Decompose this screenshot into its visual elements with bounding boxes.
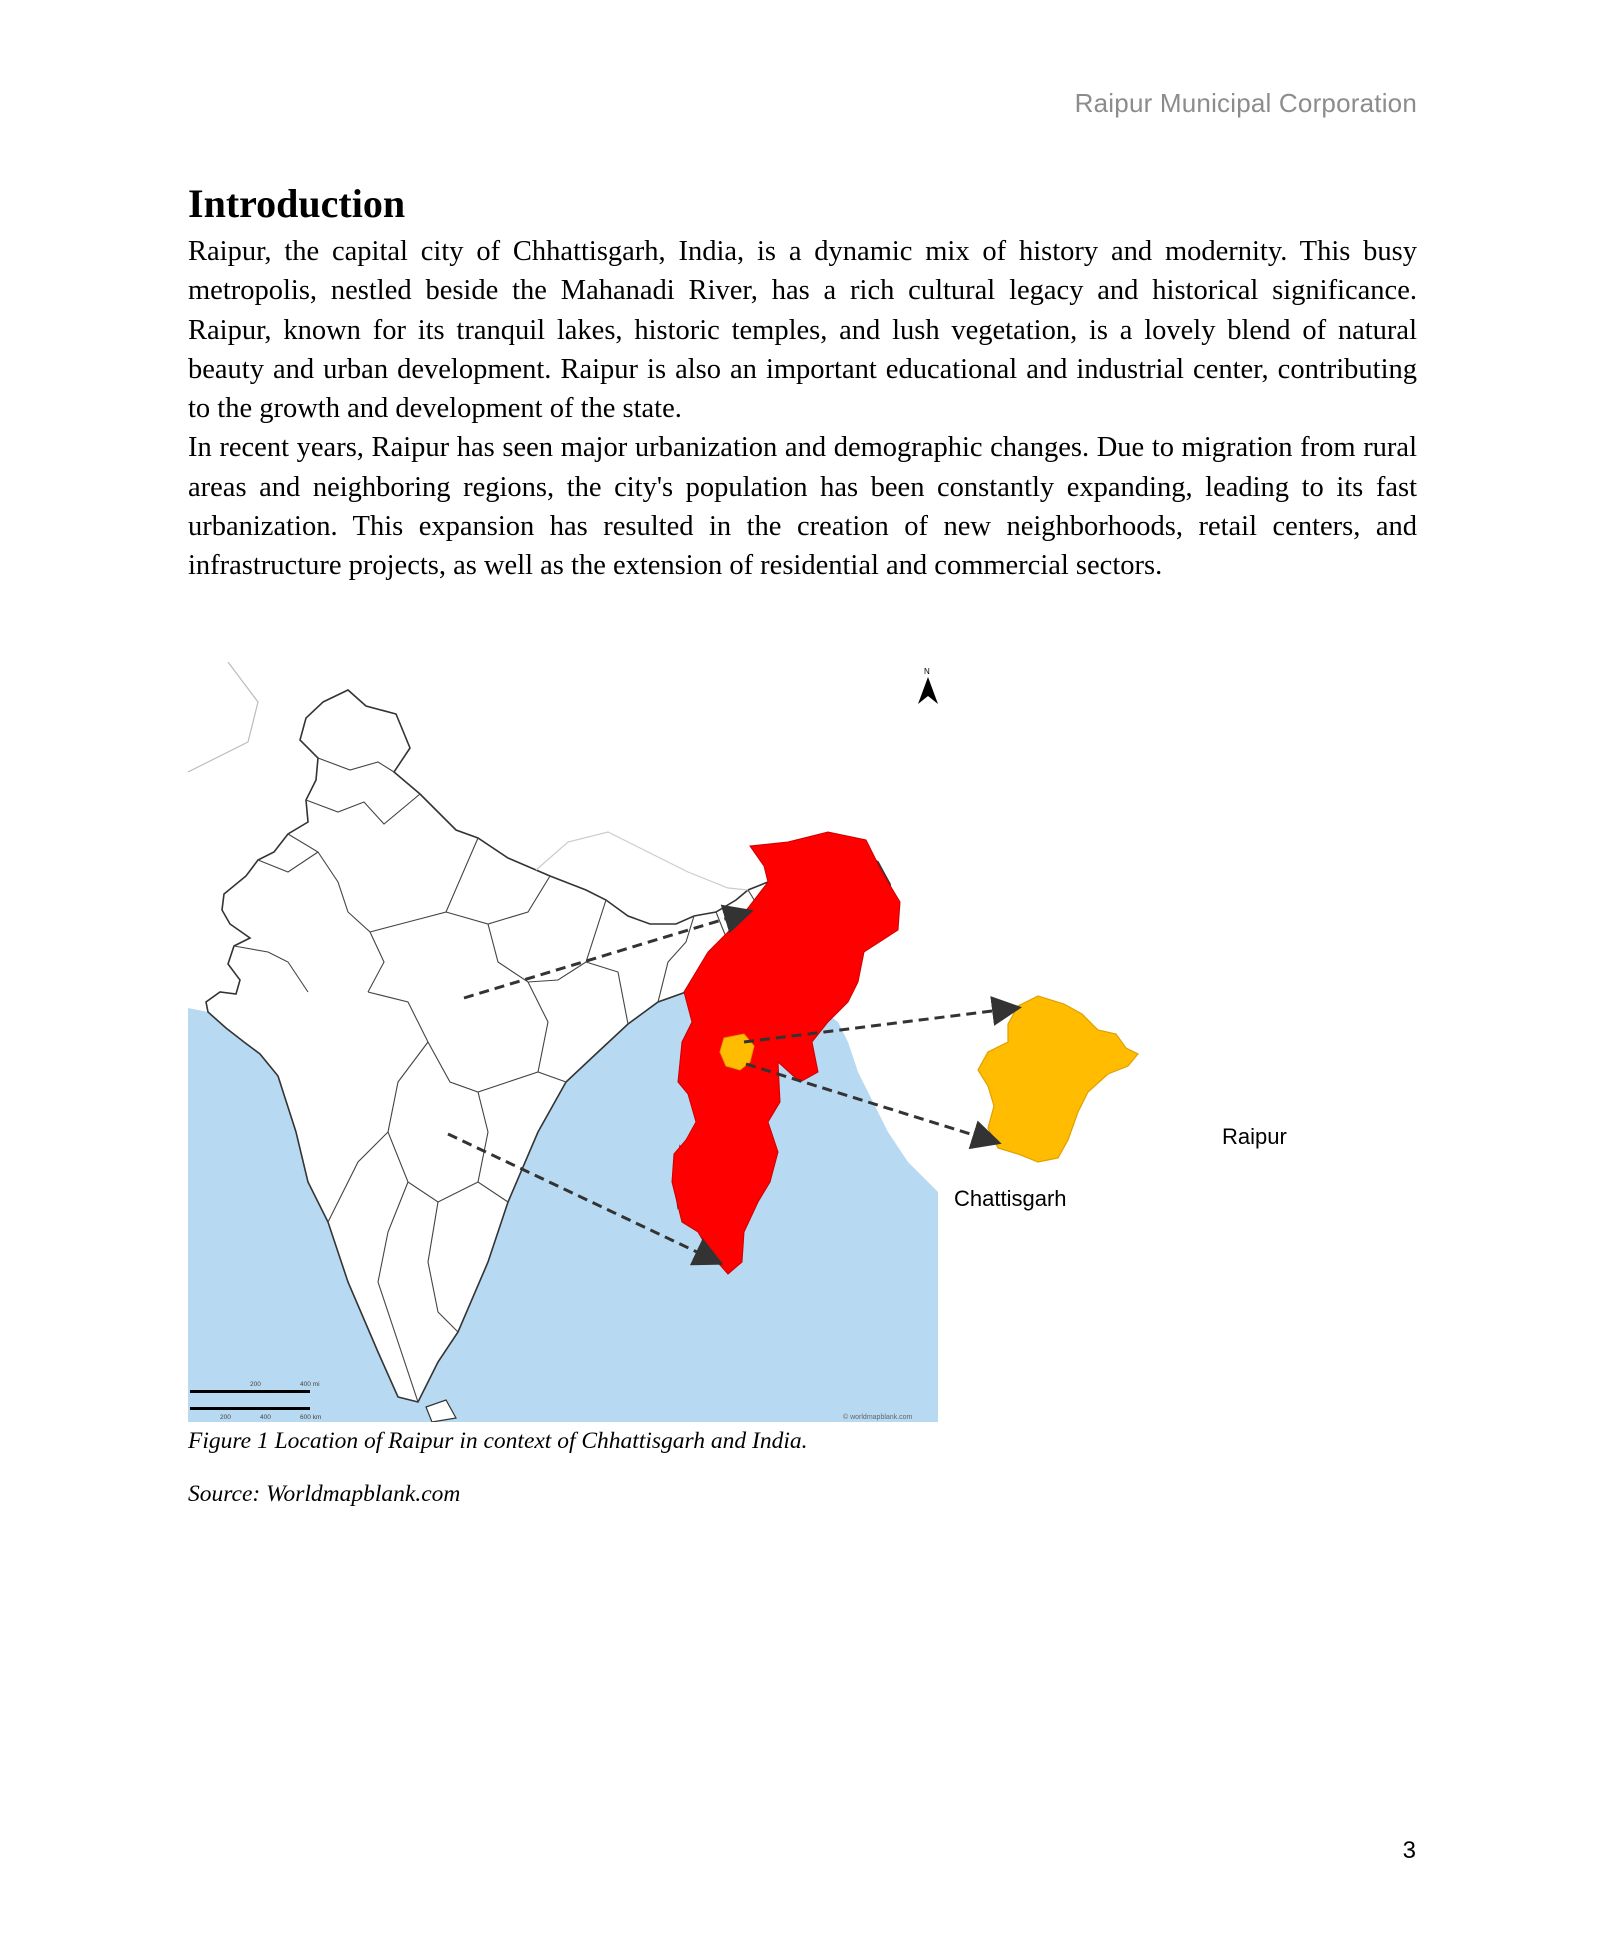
svg-text:N: N xyxy=(924,667,930,676)
location-map-figure xyxy=(188,662,1428,1422)
svg-text:400 mi: 400 mi xyxy=(300,1381,320,1388)
page-number: 3 xyxy=(1402,1837,1416,1864)
svg-text:200: 200 xyxy=(250,1381,261,1388)
map-watermark: © worldmapblank.com xyxy=(843,1414,913,1421)
paragraph-2: In recent years, Raipur has seen major urbanization and demographic changes. Due to migration from rural areas and neighboring regions, the city's population has been constantly expanding, leading to its fast urbanization. This expansion has resulted in the creation of new neighborhoods, retail centers, and infrastructure projects, as well as the extension of residential and commercial sectors. xyxy=(188,432,1417,582)
section-heading: Introduction xyxy=(188,181,406,226)
svg-text:200: 200 xyxy=(220,1414,231,1421)
raipur-enlarged xyxy=(978,996,1138,1162)
paragraph-1: Raipur, the capital city of Chhattisgarh, India, is a dynamic mix of history and modernity. This busy metropolis, nestled beside the Mahanadi River, has a rich cultural legacy and historical significance. Raipur, known for its tranquil lakes, historic temples, and lush vegetation, is a lovely blend of natural beauty and urban development. Raipur is also an important educational and industrial center, contributing to the growth and development of the state. xyxy=(188,236,1417,425)
svg-text:400: 400 xyxy=(260,1414,271,1421)
location-map xyxy=(188,662,1428,1422)
chhattisgarh-label: Chattisgarh xyxy=(954,1186,1067,1211)
running-header: Raipur Municipal Corporation xyxy=(1074,88,1417,118)
figure-source: Source: Worldmapblank.com xyxy=(188,1481,461,1507)
introduction-section xyxy=(188,176,1417,586)
raipur-label: Raipur xyxy=(1222,1124,1287,1149)
svg-text:600 km: 600 km xyxy=(300,1414,322,1421)
figure-caption: Figure 1 Location of Raipur in context of Chhattisgarh and India. xyxy=(188,1428,808,1454)
